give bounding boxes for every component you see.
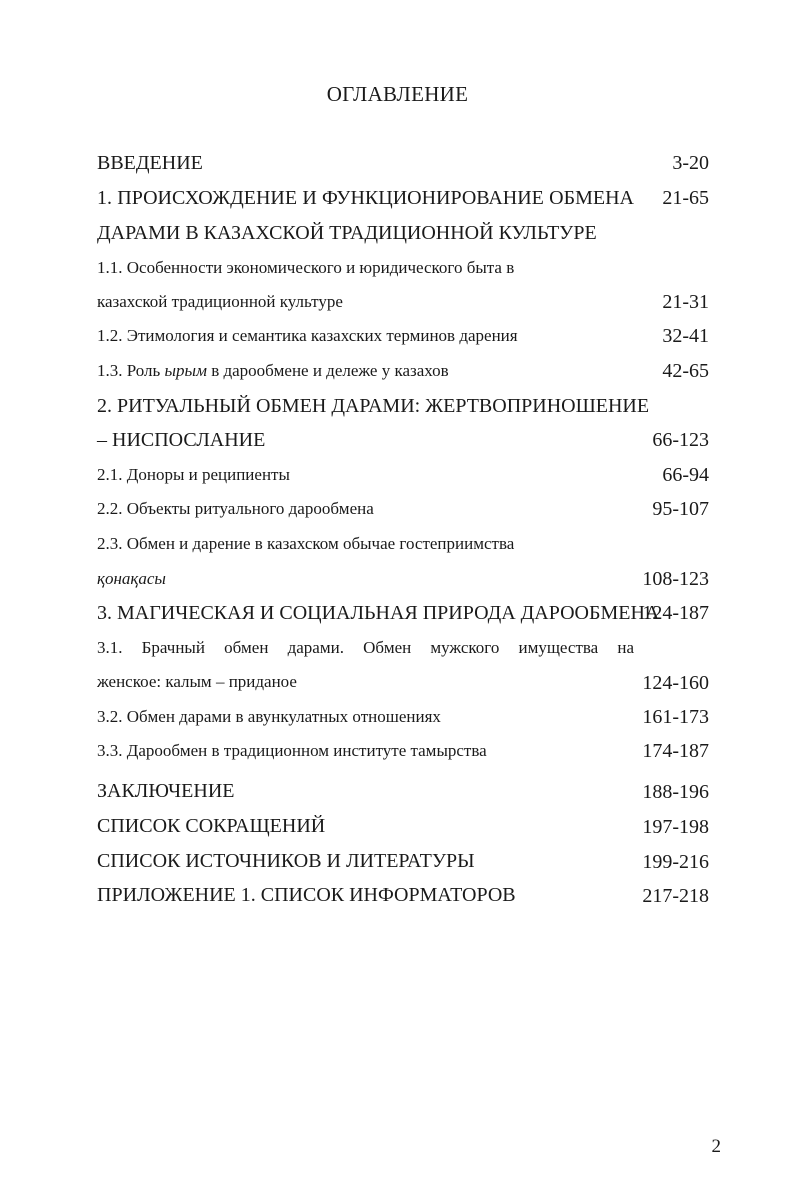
toc-ch2-title-line2: – НИСПОСЛАНИЕ [97, 429, 266, 451]
toc-ch3-s1-pages: 124-160 [642, 672, 709, 694]
toc-ch3-s3-label: 3.3. Дарообмен в традиционном институте тамырства [97, 741, 487, 760]
toc-ch1-title-line2: ДАРАМИ В КАЗАХСКОЙ ТРАДИЦИОННОЙ КУЛЬТУРЕ [97, 222, 597, 244]
toc-ch2-pages: 66-123 [652, 429, 709, 451]
toc-ch3-s1-line2: женское: калым – приданое [97, 672, 297, 691]
toc-ch2-s3-line2: қонақасы [97, 569, 166, 588]
toc-ch3-pages: 124-187 [642, 602, 709, 624]
toc-intro-label: ВВЕДЕНИЕ [97, 152, 203, 174]
toc-ch1-pages: 21-65 [662, 187, 709, 209]
toc-ch2-title-line1: 2. РИТУАЛЬНЫЙ ОБМЕН ДАРАМИ: ЖЕРТВОПРИНОШЕНИЕ [97, 395, 650, 417]
toc-intro-pages: 3-20 [672, 152, 709, 174]
toc-ch1-s1-line1: 1.1. Особенности экономического и юридического быта в [97, 258, 515, 277]
toc-ch1-s1-pages: 21-31 [662, 291, 709, 313]
toc-conclusion-label: ЗАКЛЮЧЕНИЕ [97, 780, 235, 802]
toc-conclusion-pages: 188-196 [642, 781, 709, 803]
toc-ch1-s3-label [97, 361, 634, 381]
toc-abbreviations-pages: 197-198 [642, 816, 709, 838]
toc-ch1-s3-pages: 42-65 [662, 360, 709, 382]
toc-abbreviations-label: СПИСОК СОКРАЩЕНИЙ [97, 815, 326, 837]
toc-ch2-s2-label: 2.2. Объекты ритуального дарообмена [97, 499, 374, 518]
toc-ch2-s3-pages: 108-123 [642, 568, 709, 590]
toc-sources-label: СПИСОК ИСТОЧНИКОВ И ЛИТЕРАТУРЫ [97, 850, 475, 872]
toc-ch1-s2-label: 1.2. Этимология и семантика казахских терминов дарения [97, 326, 518, 345]
toc-ch1-title-line1: 1. ПРОИСХОЖДЕНИЕ И ФУНКЦИОНИРОВАНИЕ ОБМЕНА [97, 187, 634, 209]
toc-ch1-s3-prefix: 1.3. Роль [97, 361, 165, 380]
toc-ch2-s1-pages: 66-94 [662, 464, 709, 486]
toc-ch1-s1-line2: казахской традиционной культуре [97, 292, 343, 311]
toc-ch2-s3-line1: 2.3. Обмен и дарение в казахском обычае гостеприимства [97, 534, 515, 553]
toc-ch1-s3-suffix: в дарообмене и дележе у казахов [206, 361, 449, 380]
toc-appendix-pages: 217-218 [642, 885, 709, 907]
toc-ch3-s2-pages: 161-173 [642, 706, 709, 728]
toc-ch2-s1-label: 2.1. Доноры и реципиенты [97, 465, 290, 484]
toc-ch2-s2-pages: 95-107 [652, 498, 709, 520]
page-number: 2 [711, 1136, 721, 1157]
toc-ch3-s2-label: 3.2. Обмен дарами в авункулатных отношениях [97, 707, 441, 726]
toc-ch3-title: 3. МАГИЧЕСКАЯ И СОЦИАЛЬНАЯ ПРИРОДА ДАРООБМЕНА [97, 602, 660, 624]
toc-ch1-s3-italic-term: ырым [164, 361, 207, 380]
toc-appendix-label: ПРИЛОЖЕНИЕ 1. СПИСОК ИНФОРМАТОРОВ [97, 884, 516, 906]
toc-ch3-s3-pages: 174-187 [642, 740, 709, 762]
toc-ch3-s1-line1: 3.1. Брачный обмен дарами. Обмен мужского имущества на [97, 638, 634, 657]
toc-sources-pages: 199-216 [642, 851, 709, 873]
page-title: ОГЛАВЛЕНИЕ [326, 82, 469, 106]
toc-ch1-s2-pages: 32-41 [662, 325, 709, 347]
